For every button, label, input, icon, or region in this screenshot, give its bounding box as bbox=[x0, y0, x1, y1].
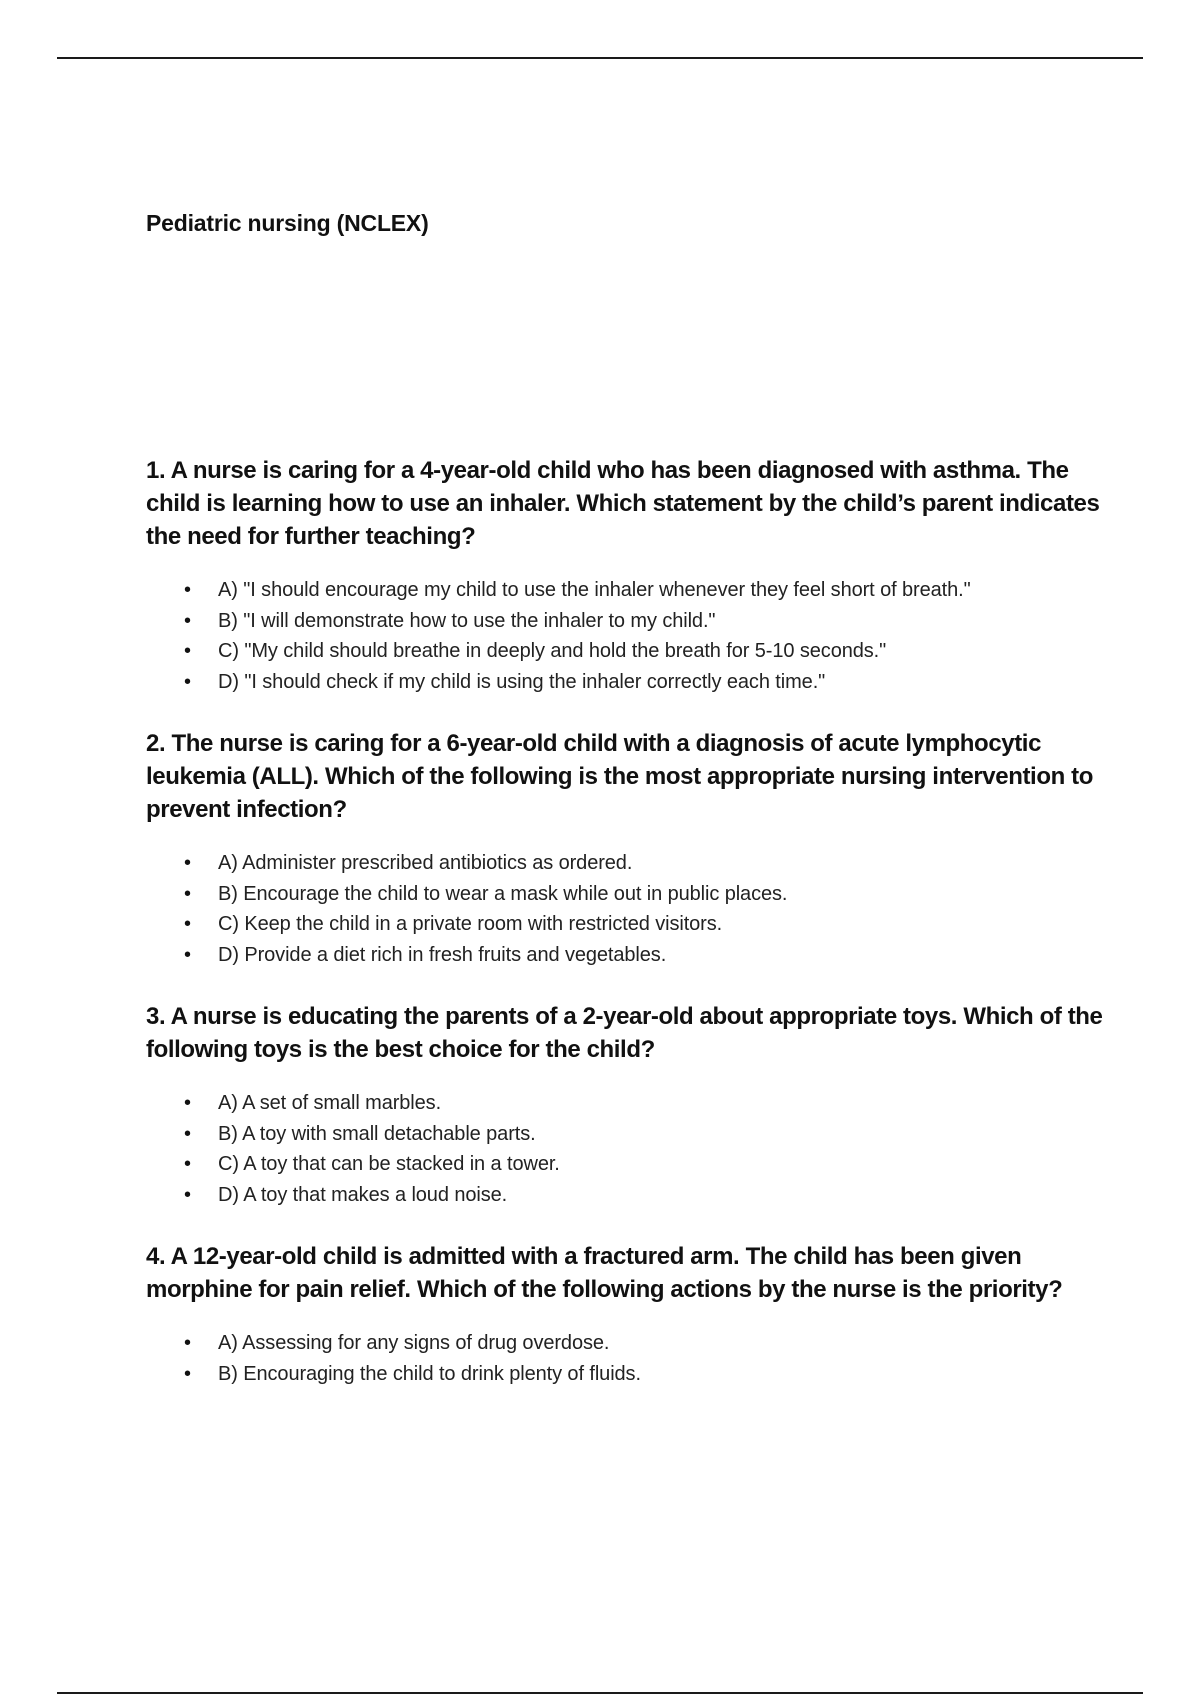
question-1 bbox=[146, 454, 1106, 697]
option-text: C) Keep the child in a private room with restricted visitors. bbox=[218, 913, 723, 935]
answer-options bbox=[146, 575, 1106, 697]
option-text: A) Administer prescribed antibiotics as ordered. bbox=[218, 852, 633, 874]
bullet-icon: • bbox=[184, 609, 191, 632]
option-text: A) "I should encourage my child to use the inhaler whenever they feel short of breath." bbox=[218, 579, 971, 601]
bullet-icon: • bbox=[184, 943, 191, 966]
answer-option-b bbox=[146, 1359, 1106, 1390]
bullet-icon: • bbox=[184, 670, 191, 693]
option-text: B) "I will demonstrate how to use the inhaler to my child." bbox=[218, 609, 716, 632]
bullet-icon: • bbox=[184, 852, 191, 874]
question-text: 3. A nurse is educating the parents of a 2-year-old about appropriate toys. Which of the following toys is the best choice for the child? bbox=[146, 1003, 1103, 1063]
bullet-icon: • bbox=[184, 913, 191, 935]
option-text: B) A toy with small detachable parts. bbox=[218, 1122, 536, 1145]
question-4 bbox=[146, 1240, 1106, 1389]
answer-option-a bbox=[146, 1088, 1106, 1119]
bullet-icon: • bbox=[184, 1362, 191, 1385]
answer-option-d bbox=[146, 940, 1106, 971]
bullet-icon: • bbox=[184, 640, 191, 662]
answer-options bbox=[146, 1328, 1106, 1389]
option-text: D) Provide a diet rich in fresh fruits and vegetables. bbox=[218, 943, 667, 966]
answer-option-d bbox=[146, 667, 1106, 698]
answer-option-a bbox=[146, 848, 1106, 879]
answer-option-a bbox=[146, 575, 1106, 606]
bullet-icon: • bbox=[184, 579, 191, 601]
question-text: 2. The nurse is caring for a 6-year-old child with a diagnosis of acute lymphocytic leukemia (ALL). Which of the following is the most appropriate nursing intervention to prevent infection? bbox=[146, 730, 1093, 823]
question-2 bbox=[146, 727, 1106, 970]
question-text: 1. A nurse is caring for a 4-year-old child who has been diagnosed with asthma. The child is learning how to use an inhaler. Which statement by the child’s parent indicates the need for further teaching? bbox=[146, 457, 1100, 550]
option-text: A) A set of small marbles. bbox=[218, 1092, 442, 1114]
answer-option-c bbox=[146, 909, 1106, 940]
answer-options bbox=[146, 848, 1106, 970]
option-text: B) Encourage the child to wear a mask while out in public places. bbox=[218, 882, 788, 905]
answer-option-b bbox=[146, 606, 1106, 637]
footer-rule bbox=[57, 1692, 1143, 1694]
header-rule bbox=[57, 57, 1143, 59]
bullet-icon: • bbox=[184, 1332, 191, 1354]
option-text: C) A toy that can be stacked in a tower. bbox=[218, 1153, 560, 1175]
answer-options bbox=[146, 1088, 1106, 1210]
option-text: C) "My child should breathe in deeply and hold the breath for 5-10 seconds." bbox=[218, 640, 887, 662]
bullet-icon: • bbox=[184, 1153, 191, 1175]
answer-option-d bbox=[146, 1180, 1106, 1211]
question-list bbox=[146, 454, 1106, 1419]
option-text: A) Assessing for any signs of drug overdose. bbox=[218, 1332, 610, 1354]
option-text: B) Encouraging the child to drink plenty of fluids. bbox=[218, 1362, 641, 1385]
answer-option-c bbox=[146, 636, 1106, 667]
answer-option-b bbox=[146, 1119, 1106, 1150]
bullet-icon: • bbox=[184, 1122, 191, 1145]
bullet-icon: • bbox=[184, 1092, 191, 1114]
option-text: D) "I should check if my child is using the inhaler correctly each time." bbox=[218, 670, 826, 693]
option-text: D) A toy that makes a loud noise. bbox=[218, 1183, 508, 1206]
bullet-icon: • bbox=[184, 882, 191, 905]
document-title: Pediatric nursing (NCLEX) bbox=[146, 210, 429, 236]
answer-option-c bbox=[146, 1149, 1106, 1180]
bullet-icon: • bbox=[184, 1183, 191, 1206]
question-text: 4. A 12-year-old child is admitted with a fractured arm. The child has been given morphine for pain relief. Which of the following actions by the nurse is the priority? bbox=[146, 1243, 1063, 1303]
answer-option-a bbox=[146, 1328, 1106, 1359]
question-3 bbox=[146, 1000, 1106, 1210]
answer-option-b bbox=[146, 879, 1106, 910]
